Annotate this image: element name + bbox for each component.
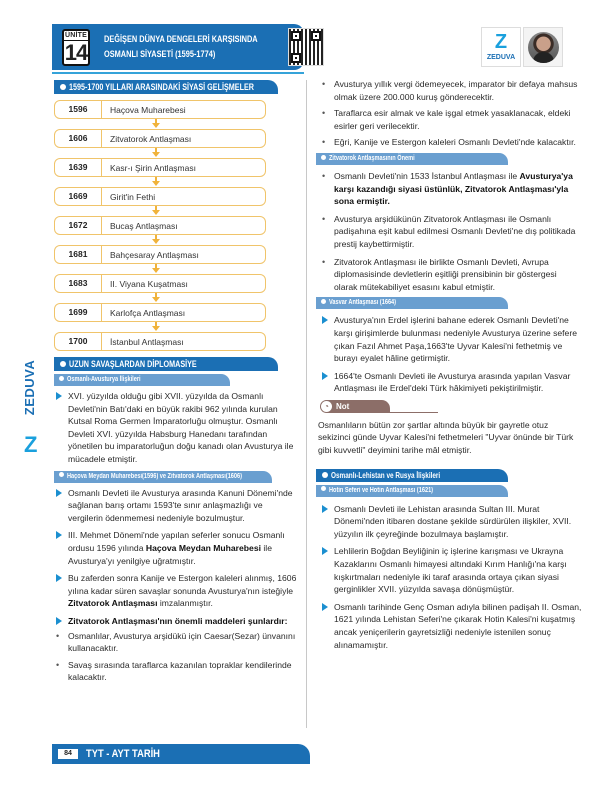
arrow-down-icon <box>152 239 160 244</box>
bullet-dot-icon <box>59 472 64 477</box>
paragraph-block <box>54 487 298 684</box>
paragraph-text: Osmanlı Devleti'nin 1533 İstanbul Antlaşması ile <box>334 170 520 181</box>
bold-term: Zitvatorok Antlaşması <box>68 598 158 609</box>
subsection-header <box>316 153 508 165</box>
side-brand <box>22 340 44 460</box>
subsection-header <box>54 471 272 483</box>
paragraph-text: Osmanlı Devleti ile Avusturya arasında Kanuni Dönemi'nde sağlanan barış ortamı 1593'te sınır anlaşmazlığı ve vergilerin ödenmemesi nedeniyle bozulmuştur. <box>68 487 293 523</box>
bold-term: Avusturya'ya karşı kazandığı siyasi üstünlük, Zitvatorok Antlaşması'yla sona ermiştir. <box>334 170 573 207</box>
sub-list-item <box>322 136 582 149</box>
bold-heading: Zitvatorok Antlaşması'nın önemli maddeleri şunlardır: <box>68 615 288 626</box>
triangle-bullet-icon <box>56 574 62 582</box>
timeline-event: İstanbul Antlaşması <box>110 336 184 347</box>
paragraph-text: Lehlilerin Boğdan Beyliğinin iç işlerine karışması ve Ukrayna Kazaklarını Osmanlı himayesi altındaki Kırım Hanlığı'na karşı kışkırtmaları nedeniyle iki taraf arasında ortaya çıkan siyasi gerginlikler XVII. yüzyılda savaşa dönüşmüştür. <box>334 546 567 595</box>
list-item <box>322 601 582 651</box>
note-clock-icon: ◔ <box>321 401 332 412</box>
arrow-down-icon <box>152 326 160 331</box>
bullet-icon: • <box>322 213 326 224</box>
timeline-year: 1606 <box>55 130 102 147</box>
triangle-bullet-icon <box>322 603 328 611</box>
sub-list-item <box>322 78 582 103</box>
right-column <box>316 78 582 656</box>
instructor-avatar <box>528 32 559 63</box>
subsection-title: Vasvar Antlaşması (1664) <box>329 299 397 307</box>
sub-list-item <box>322 107 582 132</box>
bullet-icon: • <box>56 630 60 641</box>
timeline-row <box>54 216 266 235</box>
zeduva-z-icon: Z <box>24 432 38 457</box>
bullet-dot-icon <box>60 361 66 367</box>
timeline-row <box>54 129 266 148</box>
timeline-event: Kasr-ı Şirin Antlaşması <box>110 162 196 173</box>
subsection-header <box>316 485 508 497</box>
paragraph-text: Savaş sırasında taraflarca kazanılan topraklar kendilerinde kalacaktır. <box>68 659 292 683</box>
side-brand-text: ZEDUVA <box>22 359 38 416</box>
bullet-dot-icon <box>59 376 64 381</box>
sub-list-item <box>322 170 582 208</box>
triangle-bullet-icon <box>56 531 62 539</box>
qr-code-icon[interactable] <box>288 28 324 66</box>
arrow-down-icon <box>152 297 160 302</box>
bullet-icon: • <box>322 79 326 89</box>
list-item <box>56 572 298 610</box>
paragraph-text: ile Avusturya'yı yenilgiye uğratmıştır. <box>68 542 272 566</box>
zeduva-logo <box>481 27 521 67</box>
paragraph-block <box>316 314 582 395</box>
bullet-dot-icon <box>322 472 328 478</box>
timeline-row <box>54 187 266 206</box>
bullet-icon: • <box>56 659 60 670</box>
arrow-down-icon <box>152 123 160 128</box>
list-item <box>322 314 582 364</box>
subsection-title: Osmanlı-Avusturya İlişkileri <box>67 376 141 383</box>
section-header <box>54 357 278 371</box>
timeline-title: 1595-1700 YILLARI ARASINDAKİ SİYASİ GELİŞMELER <box>69 82 254 92</box>
subsection-title: Haçova Meydan Muharebesi(1596) ve Zitvatorok Antlaşması(1606) <box>67 472 243 480</box>
paragraph-text: Bu zaferden sonra Kanije ve Estergon kaleleri alınmış, 1606 yılına kadar süren savaşlar sonunda Avusturya'nın isteğiyle <box>68 573 297 596</box>
unit-title-line1: DEĞİŞEN DÜNYA DENGELERİ KARŞISINDA <box>104 34 258 44</box>
left-column <box>54 80 298 688</box>
triangle-bullet-icon <box>56 392 62 400</box>
bullet-dot-icon <box>321 155 326 160</box>
triangle-bullet-icon <box>322 505 328 513</box>
triangle-bullet-icon <box>322 316 328 324</box>
paragraph-text: Zitvatorok Antlaşması ile birlikte Osmanlı Devleti, Avrupa diplomasisinde devletlerin eşitliği prensibinin bir göstergesi olarak mütekabiliyet esasını kabul etmiştir. <box>334 256 557 292</box>
paragraph-text: Osmanlı Devleti ile Lehistan arasında Sultan III. Murat Dönemi'nden itibaren dostane şekilde sürdürülen ilişkiler, XVII. yüzyılın ilk çeyreğinde bozulmaya başlamıştır. <box>334 503 572 539</box>
unit-badge <box>62 29 90 66</box>
paragraph-text: 1664'te Osmanlı Devleti ile Avusturya arasında yapılan Vasvar Antlaşması ile Erdel'deki Türk hâkimiyeti pekiştirilmiştir. <box>334 370 571 394</box>
bullet-icon: • <box>322 137 326 148</box>
unit-header <box>52 24 304 70</box>
timeline-row <box>54 100 266 119</box>
timeline-year: 1700 <box>55 333 102 350</box>
timeline-event: Girit'in Fethi <box>110 191 156 202</box>
section-title: Osmanlı-Lehistan ve Rusya İlişkileri <box>331 470 441 480</box>
unit-title-line2: OSMANLI SİYASETİ (1595-1774) <box>104 49 216 59</box>
subsection-title: Zitvatorok Antlaşmasının Önemi <box>329 154 415 162</box>
note-underline <box>388 412 438 413</box>
timeline-event: Bucaş Antlaşması <box>110 220 178 231</box>
timeline-event: II. Viyana Kuşatması <box>110 278 188 289</box>
paragraph-block <box>316 170 582 293</box>
paragraph-text: Avusturya'nın Erdel işlerini bahane ederek Osmanlı Devleti'ne karşı girişimlerde bulunması nedeniyle Avusturya üzerine sefere çıkan Fazıl Ahmet Paşa,1663'te Uyvar Kalesi'ni fethetmiş ve burayı eyalet hâline getirmiştir. <box>334 315 577 364</box>
list-item <box>322 370 582 395</box>
paragraph-block <box>54 390 298 466</box>
paragraph-text: Osmanlılar, Avusturya arşidükü için Caesar(Sezar) ünvanını kullanacaktır. <box>68 630 296 654</box>
bullet-dot-icon <box>321 299 326 304</box>
timeline <box>54 100 266 351</box>
timeline-row <box>54 303 266 322</box>
list-item <box>56 487 298 525</box>
timeline-event: Zitvatorok Antlaşması <box>110 133 192 144</box>
paragraph-text: Osmanlı tarihinde Genç Osman adıyla bilinen padişah II. Osman, 1621 yılında Lehistan Seferi'ne çıkarak Hotin Kalesi'ni kuşatmış ancak yeniçerilerin gayretsizliği nedeniyle istenilen sonuç alınamamıştır. <box>334 601 582 650</box>
arrow-down-icon <box>152 268 160 273</box>
bullet-icon: • <box>322 170 326 181</box>
arrow-down-icon <box>152 210 160 215</box>
zeduva-z-icon: Z <box>494 31 508 53</box>
timeline-year: 1681 <box>55 246 102 263</box>
paragraph-text: Avusturya yıllık vergi ödemeyecek, imparator bir defaya mahsus olmak üzere 200.000 kuruş gönderecektir. <box>334 79 578 102</box>
paragraph-block <box>316 503 582 652</box>
list-item <box>322 545 582 595</box>
timeline-year: 1639 <box>55 159 102 176</box>
unit-label: ÜNİTE <box>65 32 87 39</box>
list-item <box>56 529 298 567</box>
note-tag <box>320 400 390 413</box>
triangle-bullet-icon <box>56 489 62 497</box>
timeline-row <box>54 332 266 351</box>
timeline-event: Karlofça Antlaşması <box>110 307 186 318</box>
subsection-header <box>54 374 230 386</box>
sub-list-item <box>56 630 298 655</box>
paragraph-text: Taraflarca esir almak ve kale işgal etmek yasaklanacak, eldeki esirler geri verilecektir. <box>334 108 571 131</box>
note-label: Not <box>336 401 350 411</box>
timeline-year: 1672 <box>55 217 102 234</box>
subsection-header <box>316 297 508 309</box>
timeline-row <box>54 158 266 177</box>
paragraph-text: III. Mehmet Dönemi'nde yapılan seferler sonucu Osmanlı ordusu 1596 yılında <box>68 530 285 553</box>
sub-list-item <box>56 659 298 684</box>
instructor-avatar-frame <box>523 27 563 67</box>
bullet-icon: • <box>322 108 326 119</box>
timeline-event: Haçova Muharebesi <box>110 104 186 115</box>
unit-title <box>104 32 258 62</box>
section-header <box>316 469 508 482</box>
list-item <box>56 615 298 628</box>
bullet-icon: • <box>322 256 326 267</box>
note-header <box>316 400 582 416</box>
arrow-down-icon <box>152 152 160 157</box>
section-title: UZUN SAVAŞLARDAN DİPLOMASİYE <box>69 359 197 369</box>
page-number: 84 <box>58 749 78 759</box>
timeline-section-header <box>54 80 278 94</box>
note-text: Osmanlıların bütün zor şartlar altında büyük bir gayretle otuz sekizinci günde Uyvar Kalesi'ni fethetmeleri "Uyvar önünde bir Türk gibi kuvvetli" deyimini tarihe mâl etmiştir. <box>318 419 574 456</box>
page-footer <box>52 744 310 764</box>
column-divider <box>306 80 307 728</box>
bullet-dot-icon <box>321 486 326 491</box>
list-item <box>322 503 582 541</box>
timeline-event: Bahçesaray Antlaşması <box>110 249 199 260</box>
paragraph-text: imzalanmıştır. <box>157 598 213 609</box>
subsection-title: Hotin Seferi ve Hotin Antlaşması (1621) <box>329 486 434 494</box>
sub-list-item <box>322 256 582 294</box>
footer-title: TYT - AYT TARİH <box>86 748 160 760</box>
header-divider <box>52 72 304 74</box>
zeduva-logo-text: ZEDUVA <box>486 54 516 61</box>
triangle-bullet-icon <box>322 372 328 380</box>
timeline-year: 1699 <box>55 304 102 321</box>
timeline-row <box>54 245 266 264</box>
bold-term: Haçova Meydan Muharebesi <box>145 542 261 553</box>
triangle-bullet-icon <box>56 617 62 625</box>
paragraph-block <box>316 78 582 149</box>
timeline-year: 1683 <box>55 275 102 292</box>
paragraph-text: Avusturya arşidükünün Zitvatorok Antlaşması ile Osmanlı padişahına eşit kabul edilmesi Osmanlı Devleti'ne dış politikada prestij kaybettirmiştir. <box>334 213 576 249</box>
sub-list-item <box>322 213 582 251</box>
arrow-down-icon <box>152 181 160 186</box>
timeline-year: 1596 <box>55 101 102 118</box>
timeline-row <box>54 274 266 293</box>
unit-number: 14 <box>64 40 88 65</box>
paragraph-text: XVI. yüzyılda olduğu gibi XVII. yüzyılda da Osmanlı Devleti'nin Batı'daki en büyük rakibi 962 yılında kurulan Kutsal Roma Germen İmparatorluğu olmuştur. Osmanlı Devleti XVI. yüzyılda Habsburg Hanedanı tarafından yönetilen bu imparatorluğun doğu kanadı olan Avusturya ile mücadele etmiştir. <box>68 391 294 464</box>
triangle-bullet-icon <box>322 547 328 555</box>
bullet-dot-icon <box>60 84 66 90</box>
paragraph-text: Eğri, Kanije ve Estergon kaleleri Osmanlı Devleti'nde kalacaktır. <box>334 137 576 148</box>
list-item <box>56 390 298 466</box>
timeline-year: 1669 <box>55 188 102 205</box>
